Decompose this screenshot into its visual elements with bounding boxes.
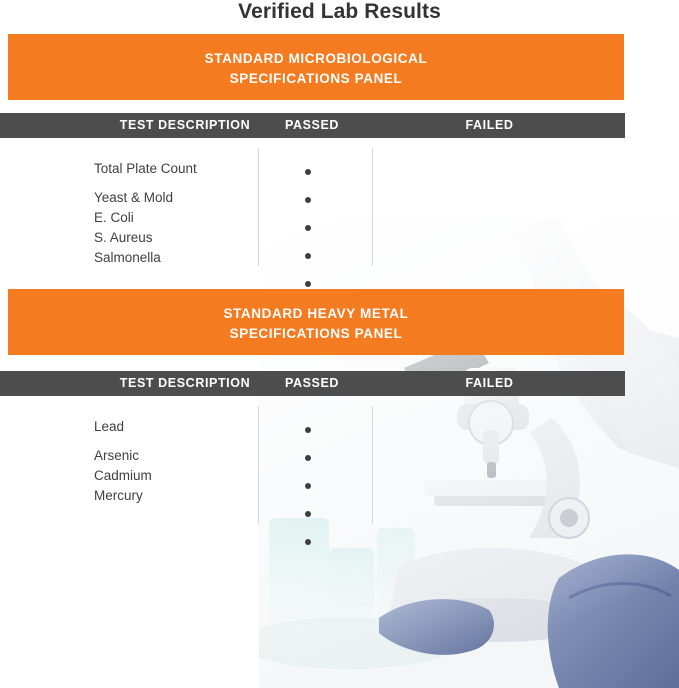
banner-line-1: STANDARD MICROBIOLOGICAL: [204, 51, 428, 66]
table-row: Mercury: [94, 488, 143, 503]
table-row: Arsenic: [94, 448, 140, 463]
bullet-icon: [305, 539, 311, 545]
table-row: Total Plate Count: [94, 161, 197, 176]
panel-banner-microbiological: [8, 34, 624, 100]
banner-line-1: STANDARD HEAVY METAL: [223, 306, 409, 321]
passed-marker: [305, 483, 325, 504]
page-title: Verified Lab Results: [238, 0, 441, 23]
passed-marker: [305, 455, 325, 476]
passed-marker: [305, 427, 325, 448]
bullet-icon: [305, 197, 311, 203]
bullet-icon: [305, 427, 311, 433]
panel-banner-heavy-metal: [8, 289, 624, 355]
passed-marker: [305, 539, 325, 560]
test-name-list: [94, 159, 254, 268]
results-table-heavy-metal: [0, 406, 625, 531]
column-header-failed: FAILED: [465, 376, 514, 390]
results-table-microbiological: [0, 148, 625, 273]
bullet-icon: [305, 455, 311, 461]
table-row: Lead: [94, 419, 125, 434]
column-header-failed: FAILED: [465, 118, 514, 132]
passed-marker: [305, 253, 325, 274]
passed-marker: [305, 197, 325, 218]
bullet-icon: [305, 225, 311, 231]
table-header-microbiological: [0, 113, 625, 138]
test-name-list: [94, 417, 254, 526]
bullet-icon: [305, 483, 311, 489]
bullet-icon: [305, 511, 311, 517]
column-divider-right: [372, 406, 373, 524]
table-row: [94, 506, 254, 526]
column-divider-right: [372, 148, 373, 266]
banner-line-2: SPECIFICATIONS PANEL: [229, 326, 403, 341]
column-header-description: TEST DESCRIPTION: [119, 118, 251, 132]
bullet-icon: [305, 169, 311, 175]
column-header-passed: PASSED: [284, 118, 340, 132]
table-row: E. Coli: [94, 210, 134, 225]
table-row: Salmonella: [94, 250, 161, 265]
passed-marker-list: [305, 162, 325, 302]
column-divider-left: [258, 406, 259, 524]
bullet-icon: [305, 253, 311, 259]
column-divider-left: [258, 148, 259, 266]
table-row: Yeast & Mold: [94, 190, 174, 205]
passed-marker: [305, 225, 325, 246]
table-row: Cadmium: [94, 468, 152, 483]
passed-marker-list: [305, 420, 325, 560]
passed-marker: [305, 169, 325, 190]
banner-line-2: SPECIFICATIONS PANEL: [229, 71, 403, 86]
bullet-icon: [305, 281, 311, 287]
table-header-heavy-metal: [0, 371, 625, 396]
table-row: S. Aureus: [94, 230, 153, 245]
passed-marker: [305, 511, 325, 532]
column-header-description: TEST DESCRIPTION: [119, 376, 251, 390]
column-header-passed: PASSED: [284, 376, 340, 390]
